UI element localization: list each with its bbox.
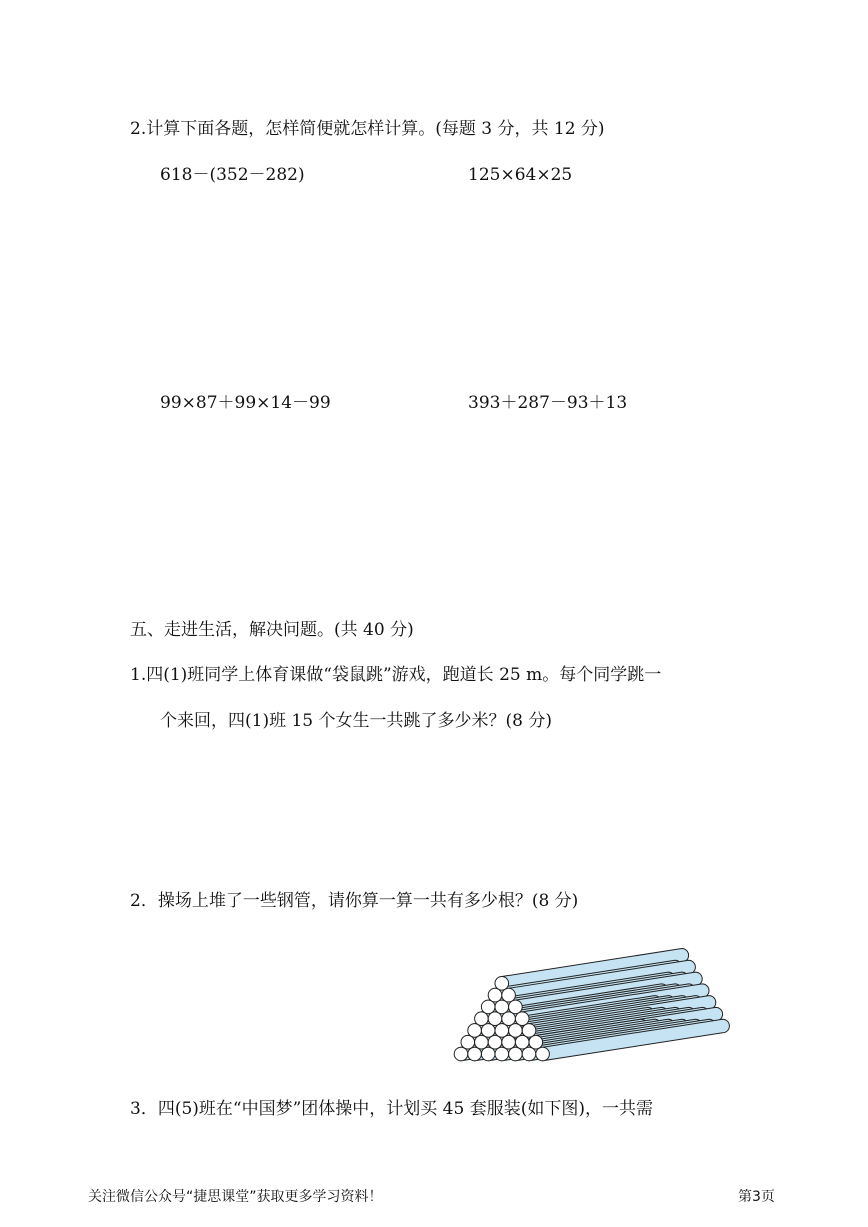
problem-4: 393＋287－93＋13 xyxy=(468,393,628,413)
pipe-end xyxy=(468,1047,482,1061)
pipe-end xyxy=(502,1012,516,1026)
pipe-end xyxy=(509,1047,523,1061)
pipe-end xyxy=(481,1000,495,1014)
pipe-end xyxy=(475,1012,489,1026)
section-5-title: 五、走进生活，解决问题。(共 40 分) xyxy=(130,620,414,640)
pipe-end xyxy=(495,1024,509,1038)
pipe-end xyxy=(461,1035,475,1049)
pipe-end xyxy=(529,1035,543,1049)
pipe-end xyxy=(502,988,516,1002)
pipe-end xyxy=(488,1012,502,1026)
pipe-end xyxy=(522,1047,536,1061)
pipe-end xyxy=(481,1047,495,1061)
pipe-end xyxy=(468,1024,482,1038)
pipe-end xyxy=(495,977,509,991)
pipe-end xyxy=(515,1012,529,1026)
pipe-end xyxy=(488,988,502,1002)
footer-note: 关注微信公众号“捷思课堂”获取更多学习资料！ xyxy=(88,1189,383,1205)
steel-pipes-figure xyxy=(448,928,738,1068)
pipe-end xyxy=(475,1035,489,1049)
problem-2: 125×64×25 xyxy=(468,165,573,185)
question-2-title: 2.计算下面各题，怎样简便就怎样计算。(每题 3 分，共 12 分) xyxy=(130,119,605,139)
pipe-end xyxy=(454,1047,468,1061)
pipe-end xyxy=(509,1024,523,1038)
pipe-end xyxy=(481,1024,495,1038)
pipe-end xyxy=(515,1035,529,1049)
pipe-end xyxy=(488,1035,502,1049)
problem-5-1-line-2: 个来回，四(1)班 15 个女生一共跳了多少米？(8 分) xyxy=(160,711,553,731)
page-number: 第3页 xyxy=(738,1189,775,1205)
pipe-end xyxy=(495,1047,509,1061)
pipe-end xyxy=(522,1024,536,1038)
pipe-end xyxy=(502,1035,516,1049)
problem-1: 618－(352－282) xyxy=(160,165,305,185)
pipe-end xyxy=(509,1000,523,1014)
problem-5-1-line-1: 1.四(1)班同学上体育课做“袋鼠跳”游戏，跑道长 25 m。每个同学跳一 xyxy=(130,665,662,685)
pipe-end xyxy=(495,1000,509,1014)
problem-3: 99×87＋99×14－99 xyxy=(160,393,331,413)
problem-5-2: 2．操场上堆了一些钢管，请你算一算一共有多少根？(8 分) xyxy=(130,891,579,911)
problem-5-3-line-1: 3．四(5)班在“中国梦”团体操中，计划买 45 套服装(如下图)，一共需 xyxy=(130,1099,653,1119)
pipe-end xyxy=(536,1047,550,1061)
